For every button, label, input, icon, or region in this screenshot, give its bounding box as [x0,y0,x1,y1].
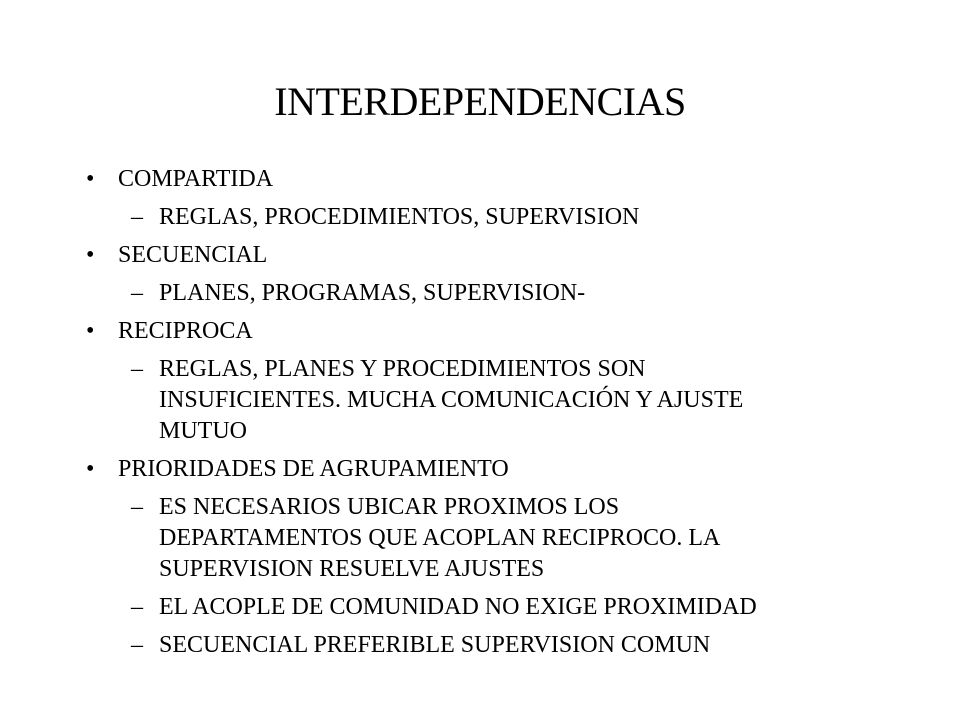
slide-title: INTERDEPENDENCIAS [274,79,686,124]
sub-bullet-item [86,592,866,623]
bullet-item [86,454,866,485]
bullet-item [86,240,866,271]
dash-marker: – [131,494,143,520]
bullet-item [86,316,866,347]
sub-bullet-line: REGLAS, PLANES Y PROCEDIMIENTOS SON [159,356,646,382]
sub-bullet-line: DEPARTAMENTOS QUE ACOPLAN RECIPROCO. LA [159,525,721,551]
bullet-marker: • [86,456,95,482]
sub-bullet-line: PLANES, PROGRAMAS, SUPERVISION- [159,280,586,306]
sub-bullet-line: EL ACOPLE DE COMUNIDAD NO EXIGE PROXIMIDAD [159,594,757,620]
sub-bullet-item [86,354,866,447]
bullet-text: SECUENCIAL [118,242,268,268]
dash-marker: – [131,356,143,382]
bullet-marker: • [86,318,95,344]
sub-bullet-line: MUTUO [159,418,247,444]
bullet-marker: • [86,166,95,192]
dash-marker: – [131,632,143,658]
sub-bullet-line: REGLAS, PROCEDIMIENTOS, SUPERVISION [159,204,640,230]
bullet-item [86,164,866,195]
sub-bullet-line: INSUFICIENTES. MUCHA COMUNICACIÓN Y AJUSTE [159,387,744,413]
sub-bullet-item [86,492,866,585]
sub-bullet-item [86,278,866,309]
bullet-text: PRIORIDADES DE AGRUPAMIENTO [118,456,509,482]
dash-marker: – [131,594,143,620]
sub-bullet-item [86,202,866,233]
sub-bullet-line: SECUENCIAL PREFERIBLE SUPERVISION COMUN [159,632,711,658]
bullet-text: RECIPROCA [118,318,253,344]
bullet-text: COMPARTIDA [118,166,274,192]
dash-marker: – [131,204,143,230]
dash-marker: – [131,280,143,306]
sub-bullet-line: ES NECESARIOS UBICAR PROXIMOS LOS [159,494,620,520]
sub-bullet-item [86,630,866,661]
bullet-marker: • [86,242,95,268]
sub-bullet-line: SUPERVISION RESUELVE AJUSTES [159,556,545,582]
bullet-list [86,164,866,668]
